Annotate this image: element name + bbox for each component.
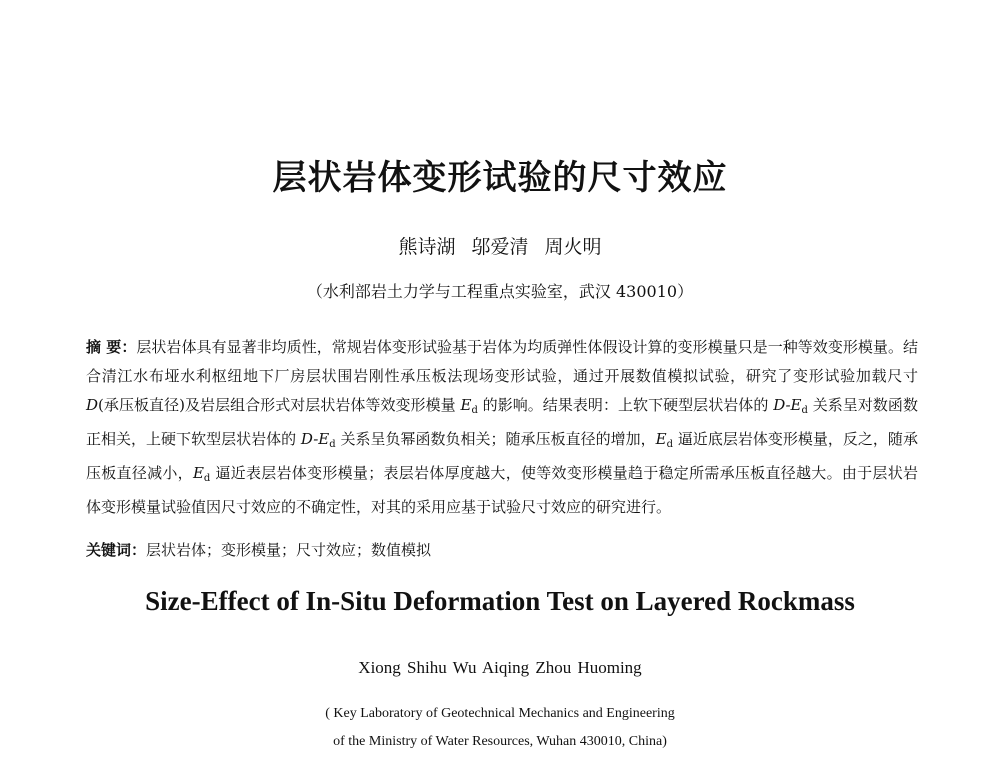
english-affiliation-line-1: ( Key Laboratory of Geotechnical Mechanics and Engineering — [325, 706, 675, 721]
abstract-symbol-e: E — [460, 396, 472, 414]
abstract-symbol-de: D-E — [773, 396, 802, 414]
english-affiliation — [0, 700, 1000, 756]
chinese-keywords — [86, 537, 918, 563]
abstract-subscript-d: d — [329, 439, 336, 450]
abstract-label: 摘 要： — [86, 338, 137, 356]
abstract-subscript-d: d — [801, 405, 808, 416]
chinese-authors: 熊诗湖 邬爱清 周火明 — [398, 236, 602, 258]
abstract-text-3: 的影响。结果表明：上软下硬型层状岩体的 — [482, 396, 769, 414]
abstract-subscript-d: d — [471, 405, 478, 416]
english-affiliation-line-2: of the Ministry of Water Resources, Wuhan 430010, China) — [333, 734, 667, 749]
abstract-text-2: (承压板直径)及岩层组合形式对层状岩体等效变形模量 — [98, 396, 456, 414]
abstract-symbol-de: D-E — [300, 430, 330, 448]
keywords-label: 关键词： — [86, 541, 147, 559]
chinese-affiliation: （水利部岩土力学与工程重点实验室，武汉 430010） — [306, 282, 694, 301]
abstract-text-5: 关系呈负幂函数负相关；随承压板直径的增加， — [340, 430, 656, 448]
english-title: Size-Effect of In-Situ Deformation Test on Layered Rockmass — [145, 586, 855, 616]
abstract-symbol-d: D — [86, 396, 99, 414]
chinese-abstract — [86, 333, 918, 522]
abstract-text-1: 层状岩体具有显著非均质性，常规岩体变形试验基于岩体为均质弹性体假设计算的变形模量只是一种等效变形模量。结合清江水布垭水利枢纽地下厂房层状围岩刚性承压板法现场变形试验，通过开展数值模拟试验，研究了变形试验加载尺寸 — [86, 338, 918, 385]
abstract-text-4: 关系呈对数函数正相关，上硬下软型层状岩体的 — [86, 396, 918, 448]
abstract-subscript-d: d — [203, 473, 211, 484]
abstract-text-6: 逼近底层岩体变形模量，反之，随承压板直径减小， — [86, 430, 918, 482]
chinese-title: 层状岩体变形试验的尺寸效应 — [272, 158, 728, 198]
abstract-symbol-e: E — [192, 464, 204, 482]
abstract-subscript-d: d — [666, 439, 674, 450]
abstract-text-7: 逼近表层岩体变形模量；表层岩体厚度越大，使等效变形模量趋于稳定所需承压板直径越大。由于层状岩体变形模量试验值因尺寸效应的不确定性，对其的采用应基于试验尺寸效应的研究进行。 — [86, 464, 918, 516]
abstract-symbol-e: E — [655, 430, 667, 448]
english-authors: Xiong Shihu Wu Aiqing Zhou Huoming — [358, 658, 642, 677]
keywords-text: 层状岩体；变形模量；尺寸效应；数值模拟 — [146, 541, 432, 559]
